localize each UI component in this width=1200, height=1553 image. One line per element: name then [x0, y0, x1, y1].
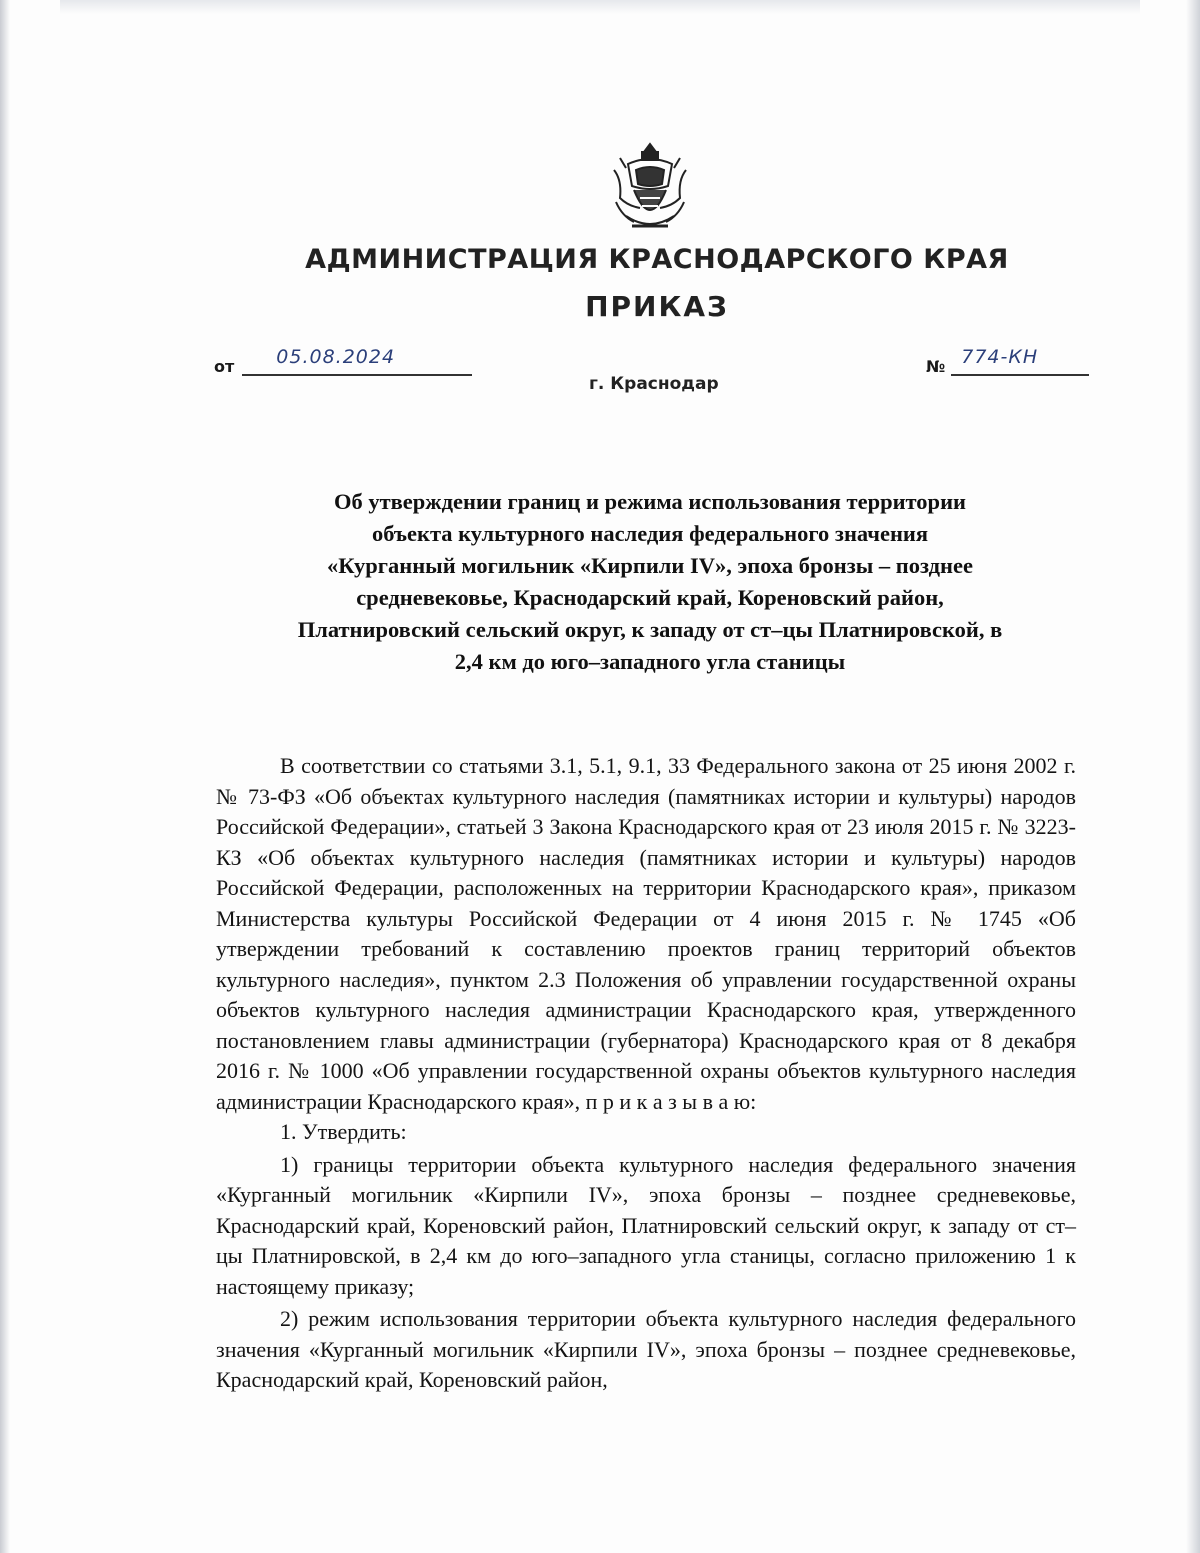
title-line: 2,4 км до юго–западного угла станицы [454, 649, 846, 674]
date-line [242, 346, 472, 376]
title-line: средневековье, Краснодарский край, Кореновский район, [356, 585, 944, 610]
title-line: Об утверждении границ и режима использования территории [333, 489, 967, 514]
coat-of-arms-icon [606, 140, 694, 236]
number-label: № [926, 357, 946, 376]
document-type: ПРИКАЗ [585, 290, 729, 323]
city: г. Краснодар [589, 374, 719, 394]
scan-shadow-left [0, 0, 10, 1553]
scan-shadow-top [60, 0, 1140, 14]
title-line: Платнировский сельский округ, к западу от ст–цы Платнировской, в [297, 617, 1003, 642]
scan-shadow-right [1186, 0, 1200, 1553]
date-handwritten: 05.08.2024 [276, 346, 396, 368]
number-field [926, 346, 1089, 376]
number-line [951, 346, 1089, 376]
item-1-2: 2) режим использования территории объекта культурного наследия федерального значения «Курганный могильник «Кирпили IV», эпоха бронзы – позднее средневековье, Краснодарский край, Кореновский район, [216, 1306, 1076, 1392]
title-line: «Курганный могильник «Кирпили IV», эпоха бронзы – позднее [327, 553, 973, 578]
number-handwritten: 774-КН [961, 346, 1039, 368]
document-body [216, 751, 1076, 1396]
document-title [200, 486, 1100, 678]
item-1: 1. Утвердить: [280, 1119, 407, 1144]
title-line: объекта культурного наследия федерального значения [371, 521, 929, 546]
organization-name: АДМИНИСТРАЦИЯ КРАСНОДАРСКОГО КРАЯ [305, 244, 1009, 275]
preamble-paragraph: В соответствии со статьями 3.1, 5.1, 9.1, 33 Федерального закона от 25 июня 2002 г. № 73-ФЗ «Об объектах культурного наследия (памятниках истории и культуры) народов Российской Федерации», статьей 3 Закона Краснодарского края от 23 июля 2015 г. № 3223-КЗ «Об объектах культурного наследия (памятниках истории и культуры) народов Российской Федерации, расположенных на территории Краснодарского края», приказом Министерства культуры Российской Федерации от 4 июня 2015 г. № 1745 «Об утверждении требований к составлению проектов границ территорий объектов культурного наследия», пунктом 2.3 Положения об управлении государственной охраны объектов культурного наследия администрации Краснодарского края, утвержденного постановлением главы администрации (губернатора) Краснодарского края от 8 декабря 2016 г. № 1000 «Об управлении государственной охраны объектов культурного наследия администрации Краснодарского края», п р и к а з ы в а ю: [216, 753, 1076, 1114]
date-field [214, 346, 472, 376]
date-label: от [214, 357, 235, 376]
item-1-1: 1) границы территории объекта культурного наследия федерального значения «Курганный могильник «Кирпили IV», эпоха бронзы – позднее средневековье, Краснодарский край, Кореновский район, Платнировский сельский округ, к западу от ст–цы Платнировской, в 2,4 км до юго–западного угла станицы, согласно приложению 1 к настоящему приказу; [216, 1151, 1076, 1299]
